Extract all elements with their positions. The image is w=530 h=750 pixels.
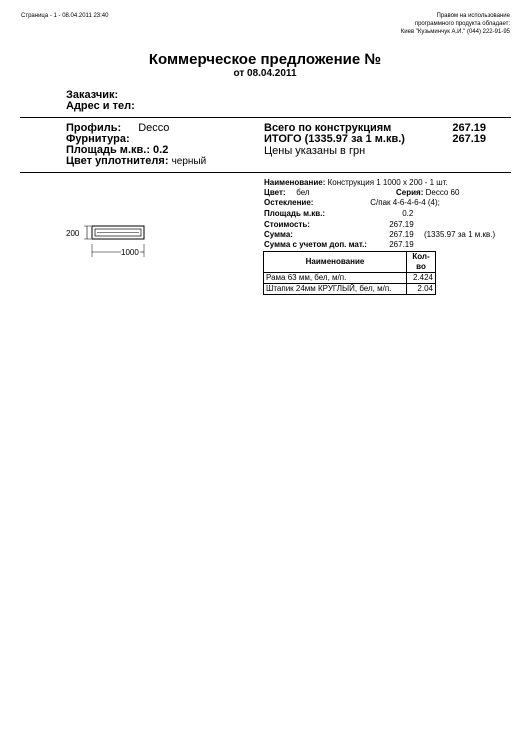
detail-cost-row bbox=[264, 220, 414, 230]
detail-area-row bbox=[264, 209, 413, 219]
hardware-label: Фурнитура: bbox=[66, 133, 130, 145]
total-all-label: Всего по конструкциям bbox=[264, 122, 392, 134]
item-name: Штапик 24мм КРУГЛЫЙ, бел, м/п. bbox=[264, 284, 407, 295]
item-qty: 2.04 bbox=[407, 284, 436, 295]
detail-name-label: Наименование: bbox=[264, 178, 326, 187]
customer-label: Заказчик: bbox=[66, 89, 119, 101]
detail-color-label: Цвет: bbox=[264, 188, 286, 197]
currency-note: Цены указаны в грн bbox=[264, 145, 366, 157]
item-name: Рама 63 мм, бел, м/п. bbox=[264, 273, 407, 284]
page-header-left: Страница - 1 - 08.04.2011 23:40 bbox=[21, 13, 109, 19]
detail-sum-per-m2: (1335.97 за 1 м.кв.) bbox=[423, 230, 496, 239]
items-header-name: Наименование bbox=[264, 252, 407, 273]
area-label: Площадь м.кв.: bbox=[66, 144, 150, 156]
page-header-right-3: Киев "Кузьминчук А.И." (044) 222-91-95 bbox=[400, 29, 510, 35]
items-table-header bbox=[264, 252, 436, 273]
detail-sum-value: 267.19 bbox=[389, 230, 414, 239]
address-label: Адрес и тел: bbox=[66, 100, 135, 112]
detail-glazing-row bbox=[264, 198, 440, 208]
window-drawing bbox=[60, 215, 160, 265]
items-table bbox=[263, 251, 436, 295]
detail-name-value: Конструкция 1 1000 х 200 - 1 шт. bbox=[327, 178, 448, 187]
detail-glazing-label: Остекление: bbox=[264, 198, 314, 207]
divider-middle bbox=[20, 172, 511, 173]
detail-sum-extra-label: Сумма с учетом доп. мат.: bbox=[264, 240, 367, 249]
detail-sum-extra-row bbox=[264, 240, 414, 250]
total-all-value: 267.19 bbox=[452, 122, 486, 134]
detail-color-row bbox=[264, 188, 310, 198]
detail-area-label: Площадь м.кв.: bbox=[264, 209, 326, 218]
detail-sum-row bbox=[264, 230, 495, 240]
detail-name-row bbox=[264, 178, 448, 188]
table-row bbox=[264, 273, 436, 284]
detail-area-value: 0.2 bbox=[402, 209, 414, 218]
detail-series-row bbox=[396, 188, 459, 198]
detail-sum-label: Сумма: bbox=[264, 230, 293, 239]
profile-value: Decco bbox=[138, 122, 170, 134]
page-title: Коммерческое предложение № bbox=[148, 51, 382, 68]
detail-series-value: Decco 60 bbox=[425, 188, 460, 197]
detail-glazing-value: С/пак 4-6-4-6-4 (4); bbox=[370, 198, 440, 207]
profile-label: Профиль: bbox=[66, 122, 122, 134]
area-value: 0.2 bbox=[153, 144, 169, 156]
page-subtitle: от 08.04.2011 bbox=[233, 68, 297, 79]
height-label: 200 bbox=[66, 229, 80, 238]
total-value: 267.19 bbox=[452, 133, 486, 145]
item-qty: 2.424 bbox=[407, 273, 436, 284]
divider-top bbox=[20, 117, 511, 118]
detail-series-label: Серия: bbox=[396, 188, 424, 197]
detail-cost-label: Стоимость: bbox=[264, 220, 310, 229]
total-label: ИТОГО (1335.97 за 1 м.кв.) bbox=[264, 133, 405, 145]
table-row bbox=[264, 284, 436, 295]
width-label: 1000 bbox=[121, 248, 139, 257]
detail-color-value: бел bbox=[296, 188, 310, 197]
page-header-right-2: программного продукта обладает: bbox=[414, 21, 510, 27]
page-header-right-1: Правом на использование bbox=[436, 13, 510, 19]
seal-row bbox=[66, 155, 206, 168]
seal-value: черный bbox=[171, 156, 207, 167]
detail-cost-value: 267.19 bbox=[389, 220, 414, 229]
detail-sum-extra-value: 267.19 bbox=[389, 240, 414, 249]
seal-label: Цвет уплотнителя: bbox=[66, 155, 169, 167]
items-header-qty: Кол-во bbox=[407, 252, 436, 273]
